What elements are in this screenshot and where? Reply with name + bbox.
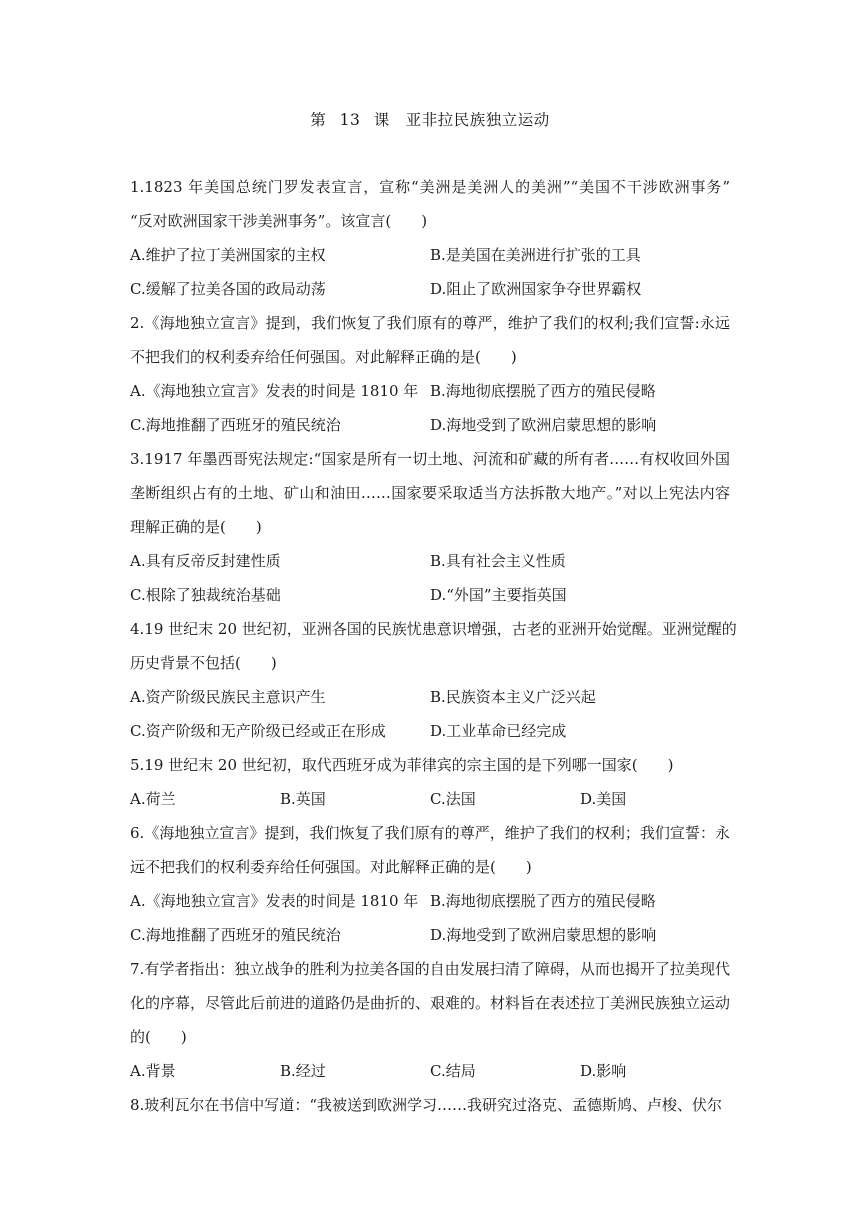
options-row xyxy=(130,1054,730,1088)
question-8 xyxy=(130,1088,730,1122)
answer-option[interactable]: C.海地推翻了西班牙的殖民统治 xyxy=(130,926,341,944)
answer-option[interactable]: A.《海地独立宣言》发表的时间是 1810 年 xyxy=(130,382,419,400)
options-row xyxy=(130,578,730,612)
question-text-line: 2.《海地独立宣言》提到，我们恢复了我们原有的尊严，维护了我们的权利;我们宣誓:永远 xyxy=(130,314,730,332)
question-text-line: 远不把我们的权利委弃给任何强国。对此解释正确的是( ) xyxy=(130,858,532,876)
answer-option[interactable]: B.海地彻底摆脱了西方的殖民侵略 xyxy=(430,892,656,910)
options-row xyxy=(130,782,730,816)
options-row xyxy=(130,884,730,918)
question-3 xyxy=(130,442,730,612)
question-text-line: 8.玻利瓦尔在书信中写道：“我被送到欧洲学习……我研究过洛克、孟德斯鸠、卢梭、伏尔 xyxy=(130,1096,722,1114)
answer-option[interactable]: D.海地受到了欧洲启蒙思想的影响 xyxy=(430,926,657,944)
answer-option[interactable]: A.背景 xyxy=(130,1062,176,1080)
question-2 xyxy=(130,306,730,442)
answer-option[interactable]: B.经过 xyxy=(280,1062,326,1080)
answer-option[interactable]: B.民族资本主义广泛兴起 xyxy=(430,688,596,706)
answer-option[interactable]: D.美国 xyxy=(580,790,627,808)
question-text-line: 1.1823 年美国总统门罗发表宣言，宣称“美洲是美洲人的美洲”“美国不干涉欧洲事务” xyxy=(130,178,730,196)
answer-option[interactable]: A.具有反帝反封建性质 xyxy=(130,552,281,570)
question-1 xyxy=(130,170,730,306)
question-text-line: “反对欧洲国家干涉美洲事务”。该宣言( ) xyxy=(130,212,428,230)
question-text-line: 4.19 世纪末 20 世纪初，亚洲各国的民族忧患意识增强，古老的亚洲开始觉醒。亚洲觉醒的 xyxy=(130,620,737,638)
options-row xyxy=(130,714,730,748)
answer-option[interactable]: B.是美国在美洲进行扩张的工具 xyxy=(430,246,641,264)
answer-option[interactable]: C.资产阶级和无产阶级已经或正在形成 xyxy=(130,722,386,740)
options-row xyxy=(130,272,730,306)
answer-option[interactable]: B.海地彻底摆脱了西方的殖民侵略 xyxy=(430,382,656,400)
options-row xyxy=(130,680,730,714)
options-row xyxy=(130,238,730,272)
question-text-line: 5.19 世纪末 20 世纪初，取代西班牙成为菲律宾的宗主国的是下列哪一国家( ) xyxy=(130,756,674,774)
answer-option[interactable]: C.根除了独裁统治基础 xyxy=(130,586,281,604)
answer-option[interactable]: B.英国 xyxy=(280,790,326,808)
question-4 xyxy=(130,612,737,748)
answer-option[interactable]: C.法国 xyxy=(430,790,476,808)
question-text-line: 理解正确的是( ) xyxy=(130,518,262,536)
question-text-line: 6.《海地独立宣言》提到，我们恢复了我们原有的尊严，维护了我们的权利；我们宣誓：永 xyxy=(130,824,730,842)
question-text-line: 历史背景不包括( ) xyxy=(130,654,277,672)
answer-option[interactable]: A.《海地独立宣言》发表的时间是 1810 年 xyxy=(130,892,419,910)
answer-option[interactable]: C.海地推翻了西班牙的殖民统治 xyxy=(130,416,341,434)
answer-option[interactable]: A.荷兰 xyxy=(130,790,176,808)
question-list xyxy=(130,170,737,1122)
answer-option[interactable]: C.缓解了拉美各国的政局动荡 xyxy=(130,280,326,298)
answer-option[interactable]: D.海地受到了欧洲启蒙思想的影响 xyxy=(430,416,657,434)
question-text-line: 7.有学者指出：独立战争的胜利为拉美各国的自由发展扫清了障碍，从而也揭开了拉美现代 xyxy=(130,960,730,978)
answer-option[interactable]: D.工业革命已经完成 xyxy=(430,722,567,740)
question-text-line: 垄断组织占有的土地、矿山和油田……国家要采取适当方法拆散大地产。”对以上宪法内容 xyxy=(130,484,730,502)
page-title: 第 13 课 亚非拉民族独立运动 xyxy=(310,111,550,129)
question-text-line: 3.1917 年墨西哥宪法规定:“国家是所有一切土地、河流和矿藏的所有者……有权收回外国 xyxy=(130,450,730,468)
answer-option[interactable]: A.维护了拉丁美洲国家的主权 xyxy=(130,246,326,264)
question-text-line: 的( ) xyxy=(130,1028,187,1046)
answer-option[interactable]: B.具有社会主义性质 xyxy=(430,552,566,570)
question-7 xyxy=(130,952,730,1088)
question-text-line: 化的序幕，尽管此后前进的道路仍是曲折的、艰难的。材料旨在表述拉丁美洲民族独立运动 xyxy=(130,994,731,1012)
options-row xyxy=(130,544,730,578)
options-row xyxy=(130,374,730,408)
answer-option[interactable]: D.“外国”主要指英国 xyxy=(430,586,567,604)
options-row xyxy=(130,918,730,952)
question-6 xyxy=(130,816,730,952)
question-text-line: 不把我们的权利委弃给任何强国。对此解释正确的是( ) xyxy=(130,348,517,366)
options-row xyxy=(130,408,730,442)
answer-option[interactable]: A.资产阶级民族民主意识产生 xyxy=(130,688,326,706)
answer-option[interactable]: C.结局 xyxy=(430,1062,476,1080)
question-5 xyxy=(130,748,730,816)
answer-option[interactable]: D.影响 xyxy=(580,1062,627,1080)
answer-option[interactable]: D.阻止了欧洲国家争夺世界霸权 xyxy=(430,280,642,298)
